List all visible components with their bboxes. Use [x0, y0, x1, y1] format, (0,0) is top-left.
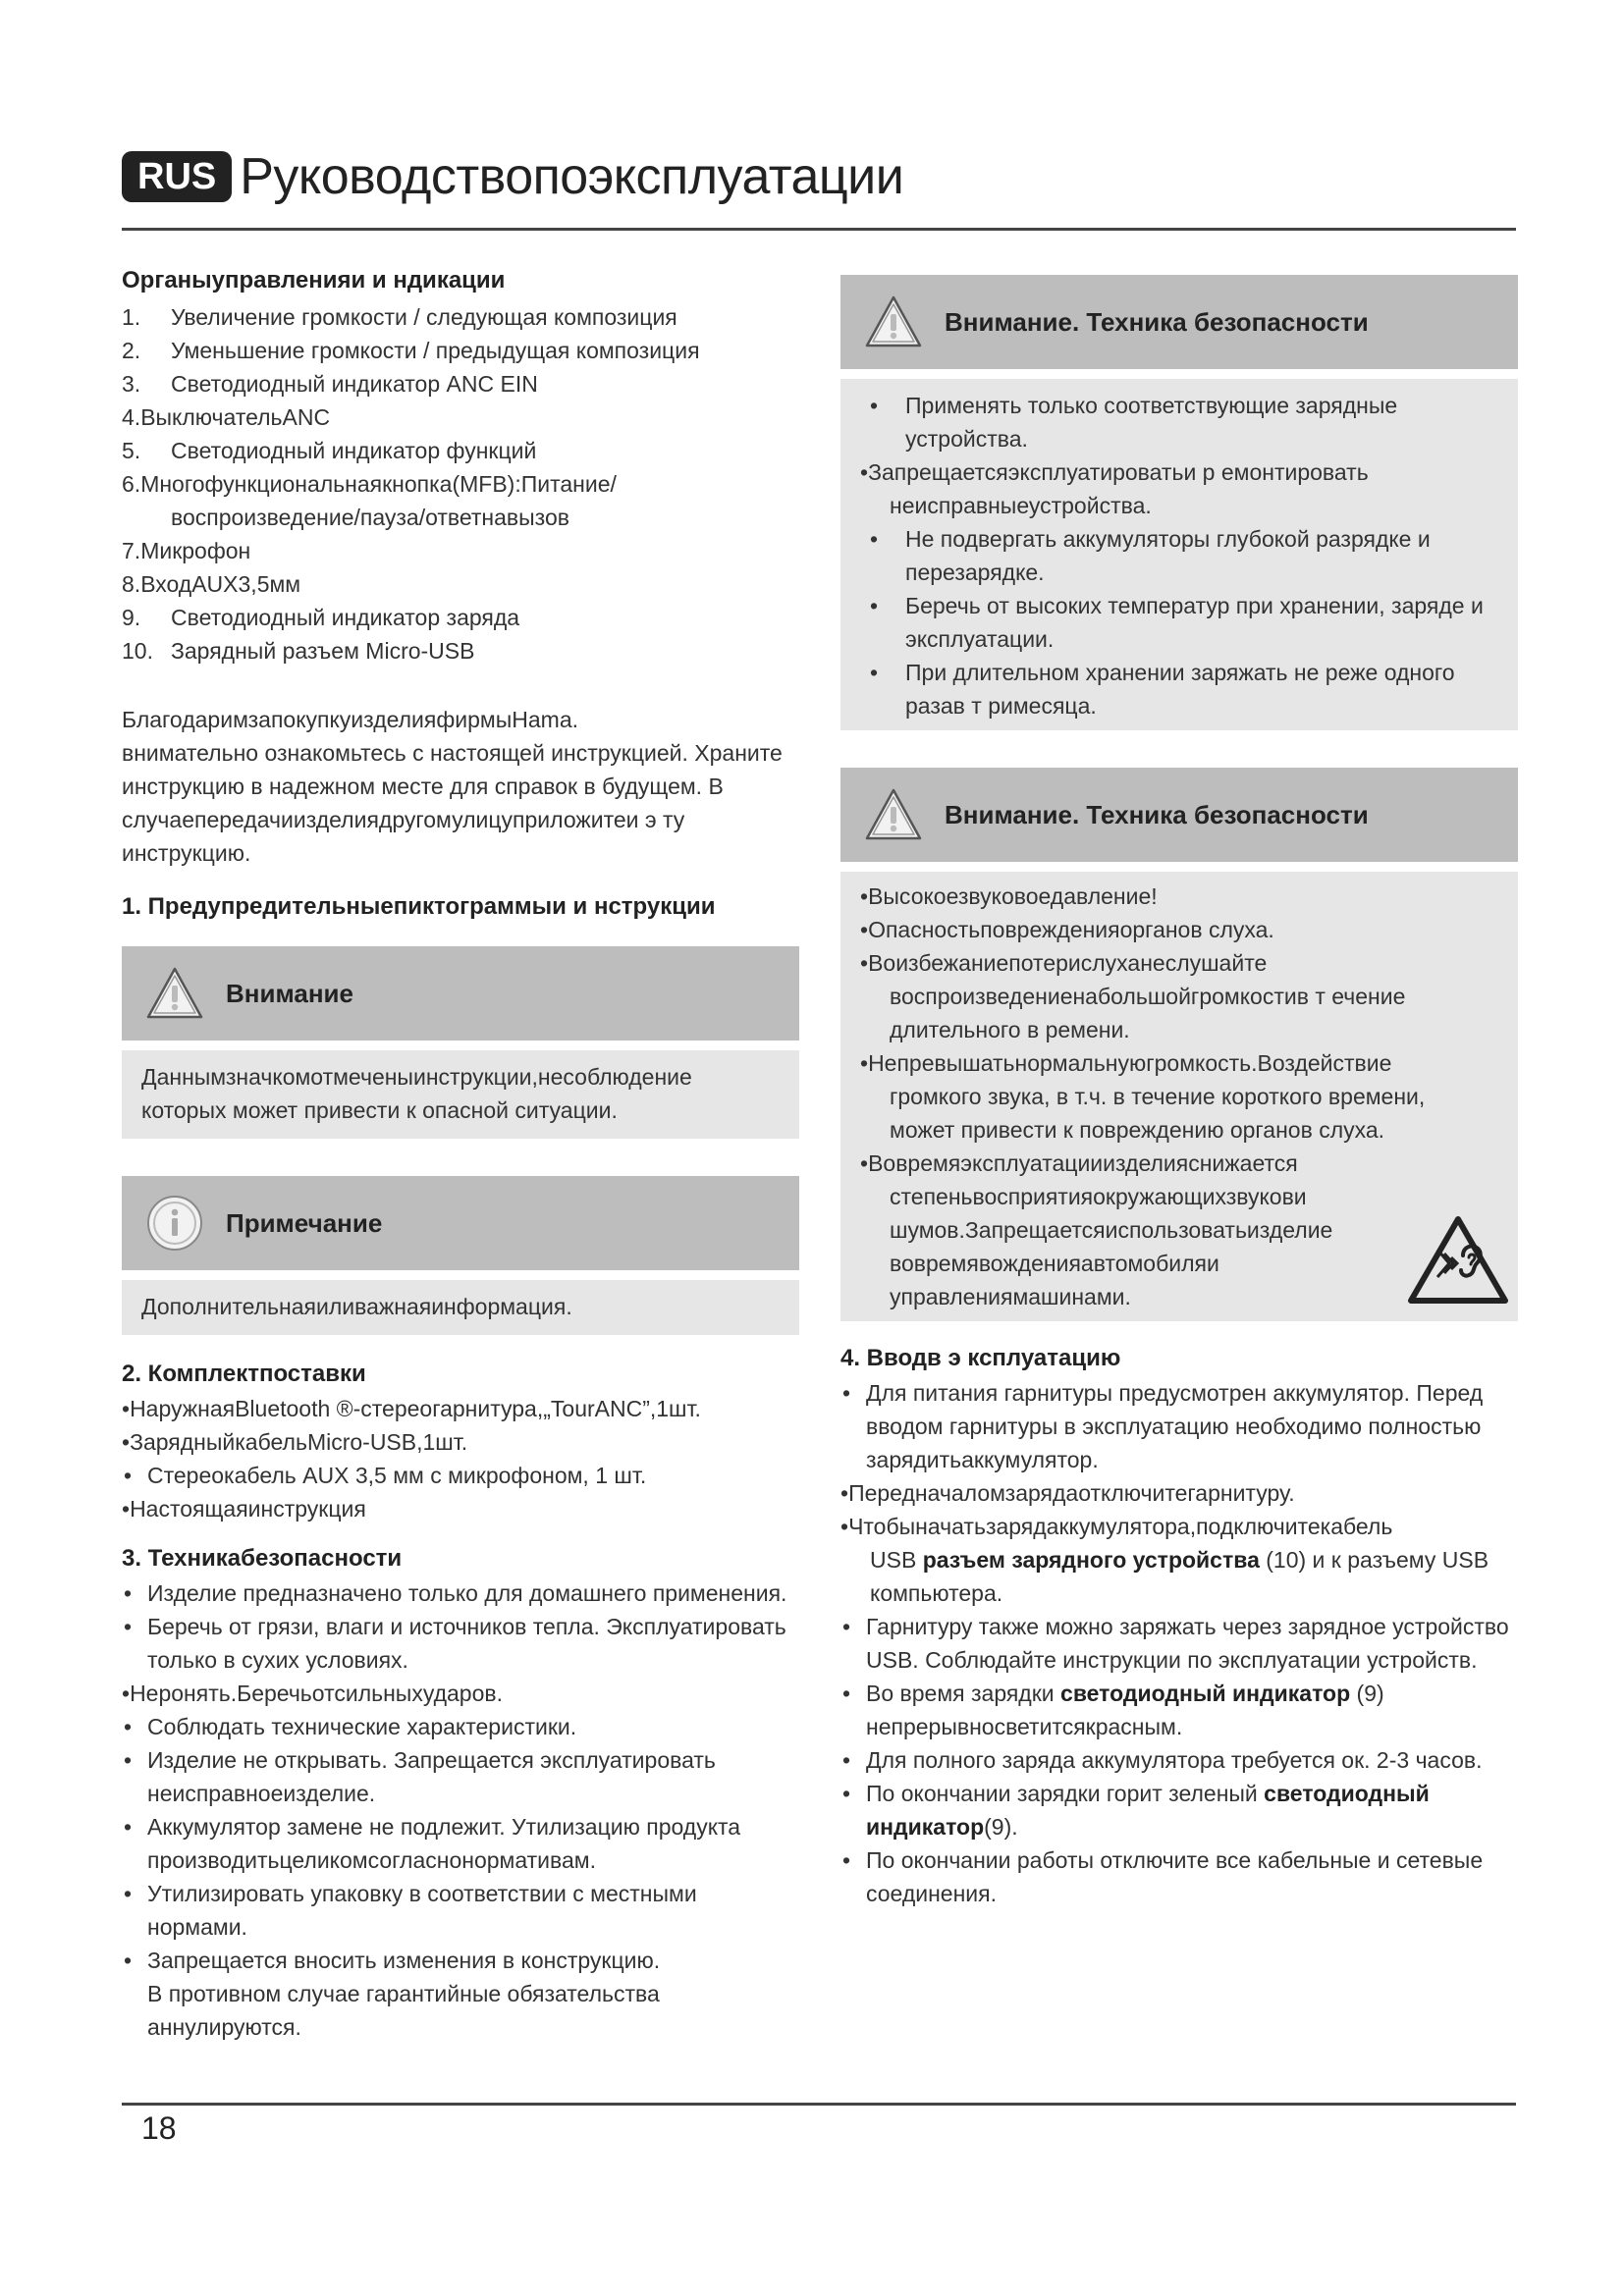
list-item: • Беречь от грязи, влаги и источников тепла. Эксплуатировать только в сухих условиях. — [124, 1614, 786, 1673]
controls-heading: Органыуправленияи и ндикации — [122, 267, 506, 294]
list-item: 9. Светодиодный индикатор заряда — [122, 605, 520, 630]
warning-triangle-icon — [864, 785, 923, 844]
page-number: 18 — [141, 2110, 177, 2146]
list-item: •Настоящаяинструкция — [122, 1496, 366, 1522]
list-item: 7.Микрофон — [122, 538, 251, 563]
page-header — [122, 147, 903, 206]
list-item: 5. Светодиодный индикатор функций — [122, 438, 537, 463]
list-item: • Беречь от высоких температур при хранении, заряде и эксплуатации. — [870, 593, 1484, 652]
list-item: • Для полного заряда аккумулятора требуется ок. 2-3 часов. — [842, 1747, 1483, 1773]
warning-triangle-icon — [864, 293, 923, 351]
list-item: 8.ВходAUX3,5мм — [122, 571, 301, 597]
list-item: • Применять только соответствующие зарядные устройства. — [870, 393, 1398, 452]
list-item: • При длительном хранении заряжать не реже одного разав т римесяца. — [870, 660, 1455, 719]
list-item: •Непревышатьнормальнуюгромкость.Воздействие громкого звука, в т.ч. в течение короткого времени, может привести к повреждению органов слуха. — [860, 1050, 1426, 1143]
list-item: •Воизбежаниепотерислуханеслушайте воспроизведениенабольшойгромкостив т ечение длительного в ремени. — [860, 950, 1406, 1042]
controls-list — [122, 300, 799, 667]
safety-hearing-list — [860, 880, 1498, 1313]
section1-heading: 1. Предупредительныепиктограммыи и нструкции — [122, 893, 716, 920]
info-icon — [145, 1194, 204, 1253]
list-item: 2. Уменьшение громкости / предыдущая композиция — [122, 338, 700, 363]
list-item: •ЗарядныйкабельMicro-USB,1шт. — [122, 1429, 468, 1455]
list-item: •НаружнаяBluetooth ®-стереогарнитура,„TourANC”,1шт. — [122, 1396, 701, 1421]
list-item: 1. Увеличение громкости / следующая композиция — [122, 304, 677, 330]
safety-bar — [840, 768, 1518, 862]
list-item: • Изделие предназначено только для домашнего применения. — [124, 1580, 787, 1606]
list-item: •Опасностьповрежденияорганов слуха. — [860, 917, 1274, 942]
list-item: 6.Многофункциональнаякнопка(MFB):Питание/ воспроизведение/пауза/ответнавызов — [122, 471, 617, 530]
page-title: Руководствопоэксплуатации — [240, 148, 904, 205]
section2-heading: 2. Комплектпоставки — [122, 1361, 366, 1387]
list-item: •Высокоезвуковоедавление! — [860, 883, 1158, 909]
list-item: •Вовремяэксплуатацииизделияснижается степеньвосприятияокружающихзвукови шумов.Запрещаетсяиспользоватьизделие вовремявожденияавтомобиляи управлениямашинами. — [860, 1150, 1333, 1309]
hearing-damage-warning-icon — [1406, 1214, 1510, 1315]
warning-title: Внимание — [226, 979, 353, 1008]
note-body: Дополнительнаяиливажнаяинформация. — [122, 1280, 799, 1335]
list-item: • Во время зарядки светодиодный индикатор (9) непрерывносветитсякрасным. — [842, 1681, 1384, 1739]
list-item: • Изделие не открывать. Запрещается эксплуатировать неисправноеизделие. — [124, 1747, 716, 1806]
safety-box-hearing — [840, 768, 1518, 1321]
safety-list — [122, 1576, 799, 2044]
startup-list — [840, 1376, 1518, 1910]
list-item: • Утилизировать упаковку в соответствии с местными нормами. — [124, 1881, 697, 1940]
safety-body — [840, 872, 1518, 1321]
list-item: 4.ВыключательANC — [122, 404, 331, 430]
list-item: 10. Зарядный разъем Micro-USB — [122, 638, 475, 664]
list-item: • Соблюдать технические характеристики. — [124, 1714, 577, 1739]
list-item: • Запрещается вносить изменения в конструкцию. В противном случае гарантийные обязательства аннулируются. — [124, 1948, 661, 2040]
list-item: • Гарнитуру также можно заряжать через зарядное устройство USB. Соблюдайте инструкции по эксплуатации устройств. — [842, 1614, 1509, 1673]
safety-title: Внимание. Техника безопасности — [945, 800, 1369, 829]
header-divider — [122, 228, 1516, 231]
list-item: 3. Светодиодный индикатор ANC EIN — [122, 371, 538, 397]
note-bar — [122, 1176, 799, 1270]
intro-paragraph: БлагодаримзапокупкуизделияфирмыHama. внимательно ознакомьтесь с настоящей инструкцией. Храните инструкцию в надежном месте для справок в будущем. В случаепередачиизделиядругомулицуприложитеи э ту инструкцию. — [122, 707, 783, 866]
list-item: •Передначаломзарядаотключитегарнитуру. — [840, 1480, 1295, 1506]
note-box — [122, 1176, 799, 1335]
warning-bar — [122, 946, 799, 1041]
safety-title: Внимание. Техника безопасности — [945, 307, 1369, 337]
package-contents-list — [122, 1392, 799, 1525]
section4-heading: 4. Вводв э ксплуатацию — [840, 1345, 1121, 1371]
left-column — [122, 263, 799, 2044]
list-item: • Для питания гарнитуры предусмотрен аккумулятор. Перед вводом гарнитуры в эксплуатацию необходимо полностью зарядитьаккумулятор. — [842, 1380, 1484, 1472]
list-item: • По окончании работы отключите все кабельные и сетевые соединения. — [842, 1847, 1484, 1906]
list-item: • Аккумулятор замене не подлежит. Утилизацию продукта производитьцеликомсогласнонормативам. — [124, 1814, 741, 1873]
language-badge: RUS — [122, 151, 232, 202]
section3-heading: 3. Техникабезопасности — [122, 1545, 403, 1572]
safety-body — [840, 379, 1518, 730]
right-column — [840, 275, 1518, 1910]
warning-box — [122, 946, 799, 1139]
footer-divider — [122, 2103, 1516, 2106]
list-item: • По окончании зарядки горит зеленый светодиодный индикатор(9). — [842, 1781, 1430, 1840]
warning-triangle-icon — [145, 964, 204, 1023]
safety-box-charging — [840, 275, 1518, 730]
safety-bar — [840, 275, 1518, 369]
list-item: •Запрещаетсяэксплуатироватьи р емонтировать неисправныеустройства. — [860, 459, 1369, 518]
safety-charging-list — [860, 389, 1498, 722]
list-item: •Чтобыначатьзарядаккумулятора,подключитекабель USB разъем зарядного устройства (10) и к разъему USB компьютера. — [840, 1514, 1489, 1606]
note-title: Примечание — [226, 1208, 383, 1238]
warning-body: Даннымзначкомотмеченыинструкции,несоблюдение которых может привести к опасной ситуации. — [122, 1050, 799, 1139]
list-item: • Не подвергать аккумуляторы глубокой разрядке и перезарядке. — [870, 526, 1431, 585]
list-item: •Неронять.Беречьотсильныхударов. — [122, 1681, 503, 1706]
list-item: • Стереокабель AUX 3,5 мм с микрофоном, 1 шт. — [124, 1463, 647, 1488]
